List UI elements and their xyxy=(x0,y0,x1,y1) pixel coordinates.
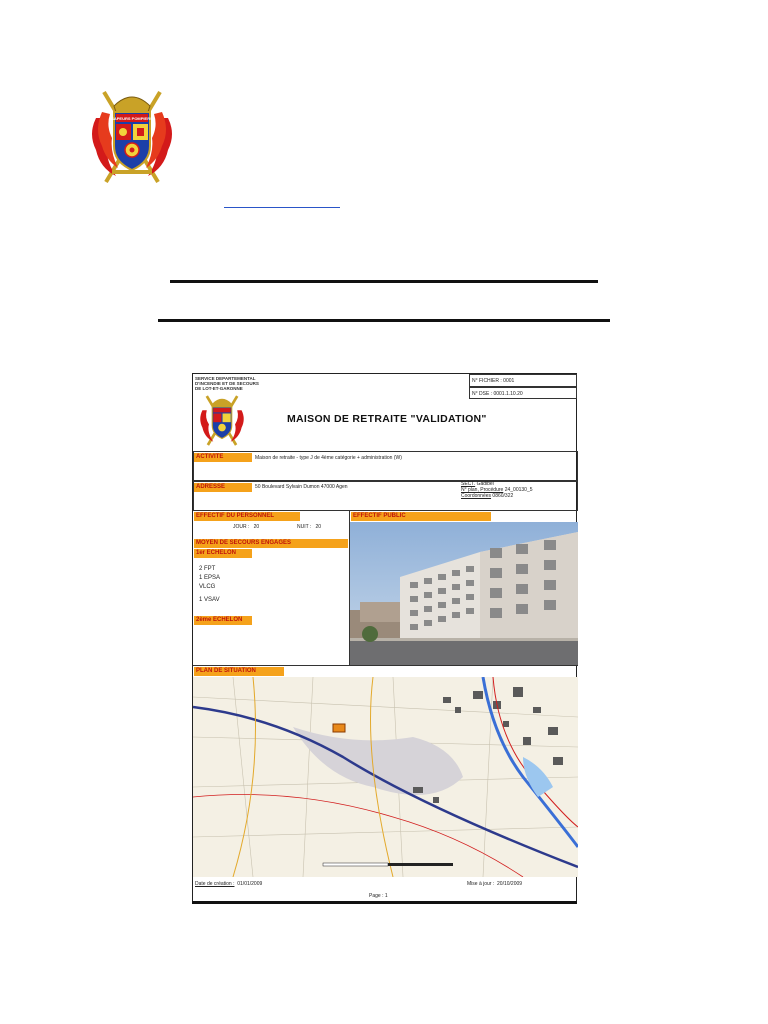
situation-map xyxy=(193,677,578,877)
dse-number: N° DSE : 0001.1.10.20 xyxy=(469,387,577,399)
list-item: 2 FPT xyxy=(199,566,216,572)
staff-label: EFFECTIF DU PERSONNEL xyxy=(194,512,300,521)
horizontal-rule xyxy=(170,280,598,283)
echelon1-label: 1er ECHELON xyxy=(194,549,252,558)
situation-map-image xyxy=(193,677,578,877)
horizontal-rule xyxy=(158,319,610,322)
sheet-crest-icon xyxy=(197,390,247,450)
creation-date-label: Date de création : xyxy=(195,881,235,887)
sheet-bottom-rule xyxy=(192,901,577,904)
update-date-value: 20/10/2009 xyxy=(497,881,523,887)
svg-text:SAPEURS POMPIERS: SAPEURS POMPIERS xyxy=(111,116,153,121)
creation-date-value: 01/01/2009 xyxy=(237,881,263,887)
list-item: VLCG xyxy=(199,584,216,590)
echelon1-list xyxy=(199,565,220,605)
staff-day-value: 20 xyxy=(253,524,260,530)
staff-day xyxy=(233,524,259,530)
sheet-header-org xyxy=(195,376,259,391)
staff-day-label: JOUR : xyxy=(233,524,250,530)
staff-night-value: 20 xyxy=(315,524,322,530)
building-photo-image xyxy=(350,522,578,665)
address-text: 50 Boulevard Sylvain Dumon 47000 Agen xyxy=(255,484,348,490)
staff-night xyxy=(297,524,321,530)
plan-label: PLAN DE SITUATION xyxy=(194,667,284,676)
creation-date xyxy=(195,881,262,887)
list-item: 1 EPSA xyxy=(199,575,221,581)
echelon2-label: 2ème ECHELON xyxy=(194,616,252,625)
org-line: D'INCENDIE ET DE SECOURS xyxy=(195,381,259,386)
sector-info xyxy=(461,481,533,499)
section-divider xyxy=(193,665,578,666)
org-line: DE LOT-ET-GARONNE xyxy=(195,386,243,391)
intervention-sheet xyxy=(192,373,577,903)
engaged-label: MOYEN DE SECOURS ENGAGES xyxy=(194,539,348,548)
info-value: Gadibel xyxy=(476,481,494,487)
address-label: ADRESSE xyxy=(194,483,252,492)
page-number: Page : 1 xyxy=(369,893,388,899)
building-photo xyxy=(350,522,578,665)
file-number: N° FICHIER : 0001 xyxy=(469,374,577,387)
public-label: EFFECTIF PUBLIC xyxy=(351,512,491,521)
org-line: SERVICE DEPARTEMENTAL xyxy=(195,376,256,381)
activity-text: Maison de retraite - type J de 4ème catégorie + administration (W) xyxy=(255,455,402,461)
fire-brigade-crest-icon xyxy=(86,84,178,188)
list-item: 1 VSAV xyxy=(199,597,220,603)
info-label: Coordonnées xyxy=(461,493,492,499)
update-date xyxy=(467,881,522,887)
info-value: 0860/322 xyxy=(492,493,514,499)
info-value: 24_00130_5 xyxy=(504,487,533,493)
update-date-label: Mise à jour : xyxy=(467,881,495,887)
staff-night-label: NUIT : xyxy=(297,524,312,530)
sheet-title: MAISON DE RETRAITE "VALIDATION" xyxy=(287,413,487,425)
info-label: SECT. xyxy=(461,481,476,487)
info-label: N° plan, Procédure xyxy=(461,487,504,493)
activity-label: ACTIVITE xyxy=(194,453,252,462)
link-underline[interactable] xyxy=(224,207,340,208)
